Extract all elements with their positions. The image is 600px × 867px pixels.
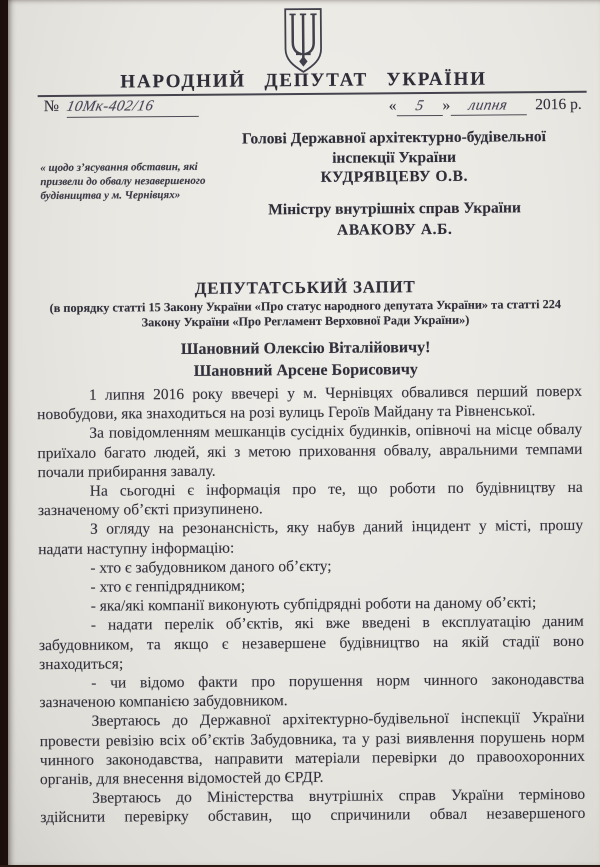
date-year: 2016 р. bbox=[535, 95, 582, 114]
body-paragraph: 1 липня 2016 року ввечері у м. Чернівцях обвалився перший поверх новобудови, яка знаходиться на розі вулиць Героїв Майдану та Рівненської. bbox=[37, 382, 583, 424]
addressee-line: Міністру внутрішніх справ України bbox=[268, 199, 521, 219]
date-month-value-handwritten: липня bbox=[467, 97, 510, 114]
salutation bbox=[10, 336, 600, 385]
body-paragraph: З огляду на резонансність, яку набув даний інцидент у місті, прошу надати наступну інформацію: bbox=[38, 517, 584, 558]
body-list-item: - хто є забудовником даного об’єкту; bbox=[90, 557, 332, 577]
org-name-title: НАРОДНИЙ ДЕПУТАТ УКРАЇНИ bbox=[120, 68, 487, 93]
margin-note bbox=[40, 160, 230, 203]
addressee-block-inspection bbox=[230, 127, 558, 188]
request-subtitle-line: (в порядку статті 15 Закону України «Про статус народного депутата України» та статті 224 bbox=[49, 297, 562, 316]
doc-number-label: № bbox=[43, 97, 60, 116]
addressee-line: Голові Державної архітектурно-будівельної bbox=[241, 128, 547, 148]
date-day-value-handwritten: 5 bbox=[413, 98, 426, 115]
body-paragraph: На сьогодні є інформація про те, що роботи по будівництву на зазначеному об’єкті призупинено. bbox=[37, 478, 583, 520]
salutation-line: Шановний Олексію Віталійовичу! bbox=[180, 339, 431, 359]
salutation-line: Шановний Арсене Борисовичу bbox=[193, 361, 418, 380]
paper-sheet bbox=[8, 0, 600, 865]
addressee-block-minister bbox=[230, 197, 558, 242]
date-quote-close: » bbox=[442, 96, 451, 114]
margin-note-line: будівництва у м. Чернівцях» bbox=[40, 189, 181, 203]
addressee-name: КУДРЯВЦЕВУ О.В. bbox=[320, 167, 469, 186]
document-content bbox=[7, 0, 600, 867]
body-paragraph: Звертаюсь до Державної архітектурно-будівельної інспекції України провести ревізію всіх об’єктів Забудовника, та у разі виявлення порушень норм чинного законодавства, направити матеріали перевірки до правоохоронних органів, для внесення відомостей до ЄРДР. bbox=[39, 709, 585, 789]
date-day-line bbox=[396, 97, 442, 116]
addressee-line: інспекції України bbox=[332, 148, 457, 167]
body-list-item: - хто є генпідрядником; bbox=[90, 577, 246, 596]
body-list-item: - надати перелік об’єктів, які вже введені в експлуатацію даним забудовником, та якщо є незавершене будівництво на якій стадії воно знаходиться; bbox=[38, 613, 585, 673]
addressee-name: АВАКОВУ А.Б. bbox=[336, 220, 453, 239]
letter-body bbox=[37, 382, 585, 828]
document-number-row bbox=[44, 94, 586, 124]
date-month-line bbox=[450, 96, 526, 116]
body-list-item: - яка/які компанії виконують субпідрядні роботи на даному об’єкті; bbox=[90, 594, 537, 615]
margin-note-line: призвели до обвалу незавершеного bbox=[40, 174, 206, 189]
doc-number-value-handwritten: 10Мк-402/16 bbox=[65, 98, 156, 115]
date-group bbox=[389, 96, 582, 117]
request-subtitle-line: Закону України «Про Регламент Верховної Ради України») bbox=[141, 312, 470, 330]
body-paragraph: Звертаюсь до Міністерства внутрішніх справ України терміново здійснити перевірку обставин, що спричинили обвал незавершеного bbox=[40, 786, 586, 827]
doc-number-line bbox=[67, 97, 199, 118]
margin-note-line: « щодо з’ясування обставин, які bbox=[40, 160, 198, 175]
body-list-item: - чи відомо факти про порушення норм чинного законодавства зазначеною компанією забудовником. bbox=[39, 670, 585, 712]
date-quote-open: « bbox=[388, 97, 397, 115]
request-subtitle bbox=[9, 297, 600, 332]
request-title: ДЕПУТАТСЬКИЙ ЗАПИТ bbox=[194, 277, 416, 298]
body-paragraph: За повідомленням мешканців сусідніх будинків, опівночі на місце обвалу приїхало багато людей, які з метою приховання обвалу, авральними темпами почали прибирання завалу. bbox=[37, 421, 583, 481]
